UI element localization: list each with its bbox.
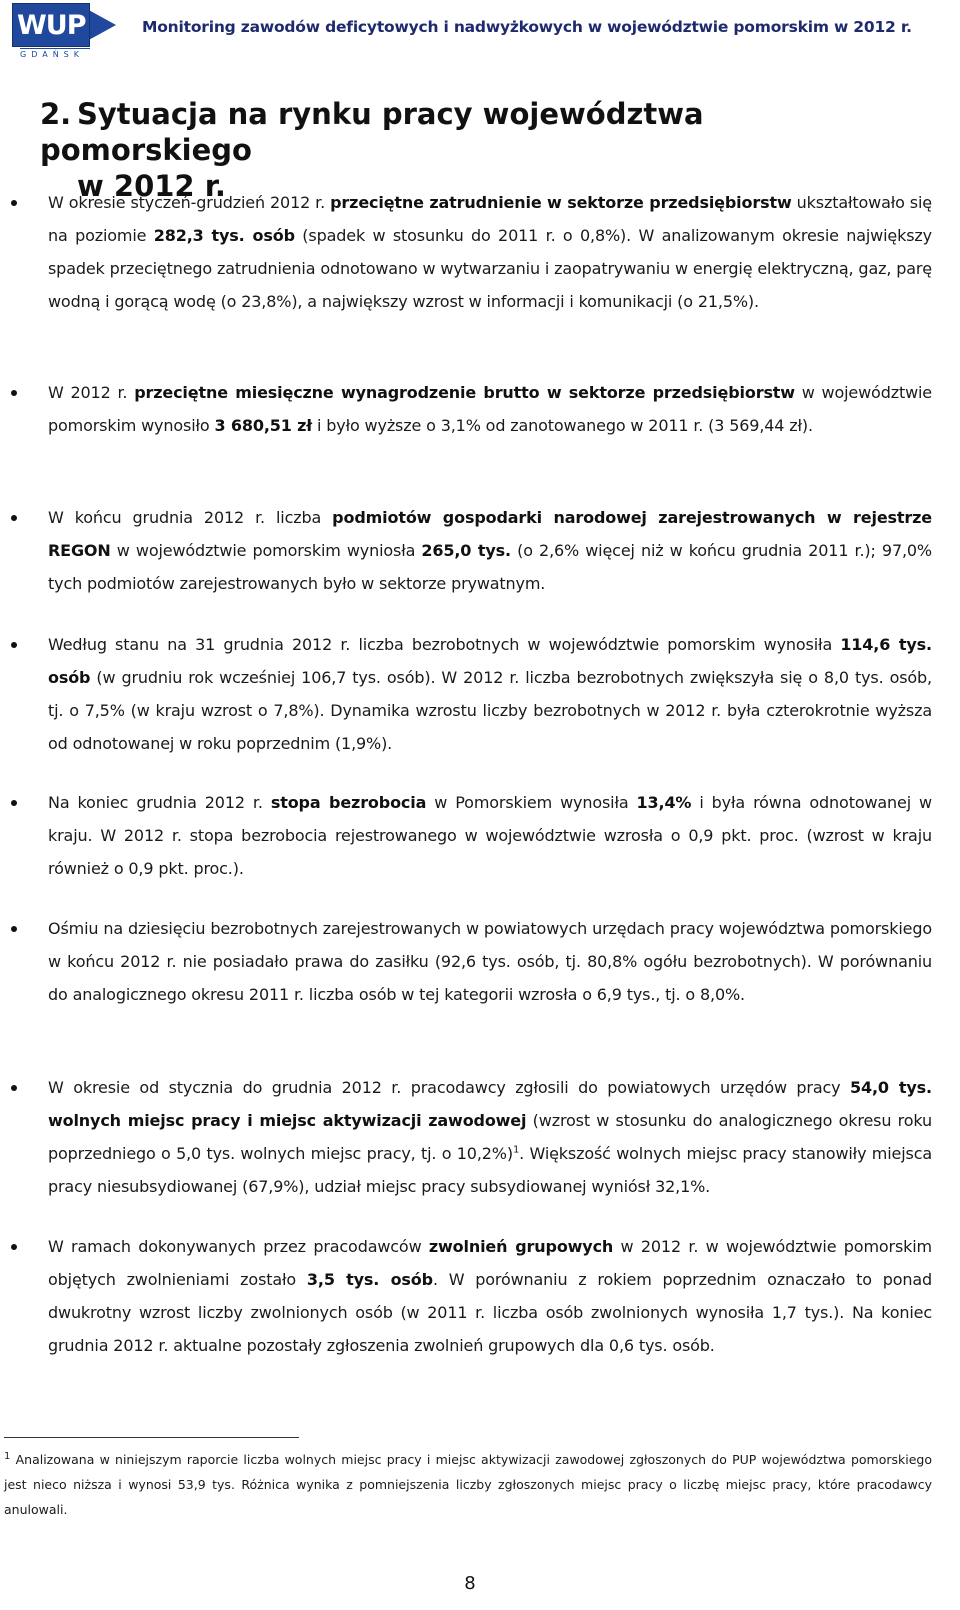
bold-text: przeciętne zatrudnienie w sektorze przedsiębiorstw <box>330 193 792 212</box>
bold-text: 13,4% <box>636 793 692 812</box>
footnote-reference: 1 <box>512 1144 520 1156</box>
page-number: 8 <box>464 1573 476 1594</box>
text-run: i było wyższe o 3,1% od zanotowanego w 2011 r. (3 569,44 zł). <box>312 416 813 435</box>
text-run: Na koniec grudnia 2012 r. <box>48 793 271 812</box>
bold-text: 3,5 tys. osób <box>306 1270 433 1289</box>
text-run: w Pomorskiem wynosiła <box>426 793 637 812</box>
bold-text: przeciętne miesięczne wynagrodzenie brutto w sektorze przedsiębiorstw <box>134 383 795 402</box>
bold-text: 3 680,51 zł <box>214 416 313 435</box>
bullet-text <box>48 508 932 593</box>
bullet-dot-icon <box>11 390 17 396</box>
text-run: Według stanu na 31 grudnia 2012 r. liczba bezrobotnych w województwie pomorskim wynosiła <box>48 635 841 654</box>
bullet-dot-icon <box>11 642 17 648</box>
text-run: W ramach dokonywanych przez pracodawców <box>48 1237 429 1256</box>
wup-logo <box>12 3 106 59</box>
bullet-item <box>48 1071 932 1203</box>
bullet-text <box>48 1078 932 1196</box>
bullet-item <box>48 501 932 600</box>
logo-subtext: GDAŃSK <box>20 48 90 60</box>
text-run: w województwie pomorskim wynosiło <box>48 383 932 435</box>
section-number: 2. <box>40 97 72 131</box>
bold-text: 265,0 tys. <box>421 541 511 560</box>
bullet-dot-icon <box>11 1085 17 1091</box>
bold-text: 282,3 tys. osób <box>153 226 295 245</box>
text-run: W okresie styczeń-grudzień 2012 r. <box>48 193 331 212</box>
bold-text: stopa bezrobocia <box>270 793 427 812</box>
bullet-dot-icon <box>11 1244 17 1250</box>
bullet-dot-icon <box>11 926 17 932</box>
bullet-text <box>48 383 932 435</box>
bullet-text <box>48 635 932 753</box>
bold-text: podmiotów gospodarki narodowej zarejestrowanych w rejestrze REGON <box>48 508 932 560</box>
page-header <box>0 0 960 62</box>
text-run: . W porównaniu z rokiem poprzednim oznaczało to ponad dwukrotny wzrost liczby zwolnionych osób (w 2011 r. liczba osób zwolnionych wynosiła 1,7 tys.). Na koniec grudnia 2012 r. aktualne pozostały zgłoszenia zwolnień grupowych dla 0,6 tys. osób. <box>48 1270 932 1355</box>
bullet-text <box>48 193 932 311</box>
text-run: w 2012 r. w województwie pomorskim objętych zwolnieniami zostało <box>48 1237 932 1289</box>
bullet-dot-icon <box>11 515 17 521</box>
footnote-text: Analizowana w niniejszym raporcie liczba wolnych miejsc pracy i miejsc aktywizacji zawodowej zgłoszonych do PUP województwa pomorskiego jest nieco niższa i wynosi 53,9 tys. Różnica wynika z pomniejszenia liczby zgłoszonych miejsc pracy o liczbę miejsc pracy, które pracodawcy anulowali. <box>4 1452 932 1517</box>
document-header-title: Monitoring zawodów deficytowych i nadwyżkowych w województwie pomorskim w 2012 r. <box>142 18 912 36</box>
bullet-text <box>48 919 932 1004</box>
text-run: Ośmiu na dziesięciu bezrobotnych zarejestrowanych w powiatowych urzędach pracy województwa pomorskiego w końcu 2012 r. nie posiadało prawa do zasiłku (92,6 tys. osób, tj. 80,8% ogółu bezrobotnych). W porównaniu do analogicznego okresu 2011 r. liczba osób w tej kategorii wzrosła o 6,9 tys., tj. o 8,0%. <box>48 919 932 1004</box>
footnote <box>4 1447 932 1522</box>
bullet-item <box>48 628 932 760</box>
text-run: (spadek w stosunku do 2011 r. o 0,8%). W analizowanym okresie największy spadek przeciętnego zatrudnienia odnotowano w wytwarzaniu i zaopatrywaniu w energię elektryczną, gaz, parę wodną i gorącą wodę (o 23,8%), a największy wzrost w informacji i komunikacji (o 21,5%). <box>48 226 932 311</box>
text-run: (o 2,6% więcej niż w końcu grudnia 2011 r.); 97,0% tych podmiotów zarejestrowanych było w sektorze prywatnym. <box>48 541 932 593</box>
footnote-divider <box>4 1437 299 1438</box>
text-run: (w grudniu rok wcześniej 106,7 tys. osób). W 2012 r. liczba bezrobotnych zwiększyła się o 8,0 tys. osób, tj. o 7,5% (w kraju wzrost o 7,8%). Dynamika wzrostu liczby bezrobotnych w 2012 r. była czterokrotnie wyższa od odnotowanej w roku poprzednim (1,9%). <box>48 668 932 753</box>
text-run: w województwie pomorskim wyniosła <box>110 541 422 560</box>
section-title-line1: Sytuacja na rynku pracy województwa pomorskiego <box>40 97 704 167</box>
bullet-dot-icon <box>11 800 17 806</box>
text-run: ukształtowało się na poziomie <box>48 193 932 245</box>
text-run: W okresie od stycznia do grudnia 2012 r. pracodawcy zgłosili do powiatowych urzędów pracy <box>48 1078 851 1097</box>
logo-text: WUP <box>12 3 90 47</box>
bullet-text <box>48 793 932 878</box>
footnote-marker: 1 <box>4 1450 11 1462</box>
bullet-item <box>48 912 932 1011</box>
section-title-line2: w 2012 r. <box>77 169 226 203</box>
bullet-item <box>48 186 932 318</box>
bullet-item <box>48 786 932 885</box>
bullet-item <box>48 1230 932 1362</box>
text-run: (wzrost w stosunku do analogicznego okresu roku poprzedniego o 5,0 tys. wolnych miejsc pracy, tj. o 10,2%) <box>48 1111 932 1163</box>
text-run: i była równa odnotowanej w kraju. W 2012 r. stopa bezrobocia rejestrowanego w województwie wzrosła o 0,9 pkt. proc. (wzrost w kraju również o 0,9 pkt. proc.). <box>48 793 932 878</box>
text-run: W końcu grudnia 2012 r. liczba <box>48 508 333 527</box>
bold-text: 114,6 tys. osób <box>48 635 932 687</box>
bold-text: zwolnień grupowych <box>428 1237 614 1256</box>
bold-text: 54,0 tys. wolnych miejsc pracy i miejsc aktywizacji zawodowej <box>48 1078 932 1130</box>
bullet-text <box>48 1237 932 1355</box>
text-run: W 2012 r. <box>48 383 135 402</box>
bullet-dot-icon <box>11 200 17 206</box>
text-run: . Większość wolnych miejsc pracy stanowiły miejsca pracy niesubsydiowanej (67,9%), udział miejsc pracy subsydiowanej wyniósł 32,1%. <box>48 1144 932 1196</box>
bullet-item <box>48 376 932 442</box>
